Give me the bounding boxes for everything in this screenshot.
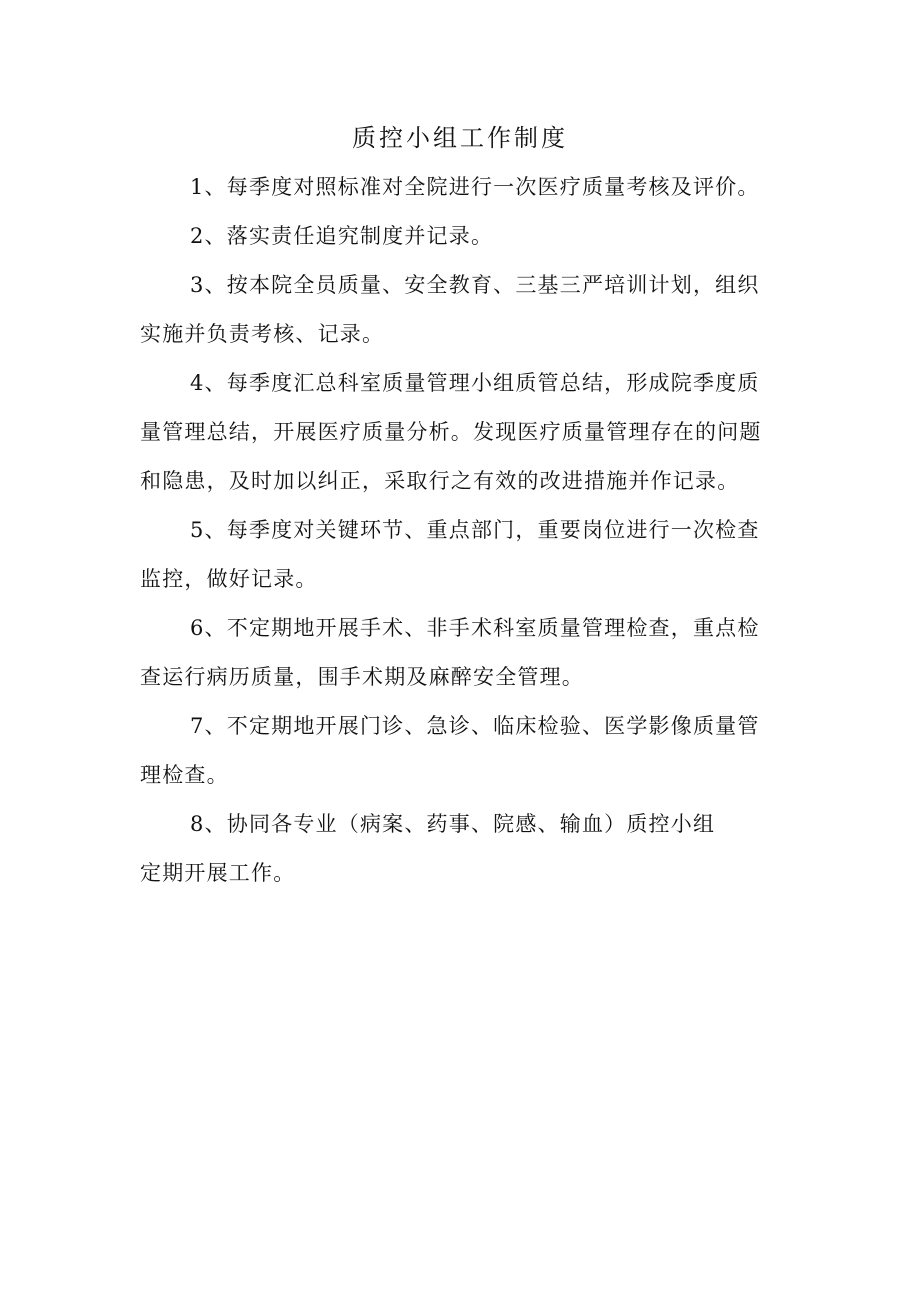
item-5-line-1: 5、每季度对关键环节、重点部门，重要岗位进行一次检查	[190, 518, 760, 542]
item-1-line-1: 1、每季度对照标准对全院进行一次医疗质量考核及评价。	[190, 175, 760, 199]
item-8-line-1: 8、协同各专业（病案、药事、院感、输血）质控小组	[190, 812, 716, 836]
item-5-line-2: 监控，做好记录。	[140, 567, 318, 591]
item-3-line-1: 3、按本院全员质量、安全教育、三基三严培训计划，组织	[190, 273, 760, 297]
item-6-line-2: 查运行病历质量，围手术期及麻醉安全管理。	[140, 665, 584, 689]
item-2-line-1: 2、落实责任追究制度并记录。	[190, 224, 494, 248]
item-7-line-1: 7、不定期地开展门诊、急诊、临床检验、医学影像质量管	[190, 714, 760, 738]
page-title: 质控小组工作制度	[352, 124, 568, 152]
item-8-line-2: 定期开展工作。	[140, 861, 296, 885]
item-4-line-1: 4、每季度汇总科室质量管理小组质管总结，形成院季度质	[190, 371, 760, 395]
item-3-line-2: 实施并负责考核、记录。	[140, 322, 385, 346]
item-6-line-1: 6、不定期地开展手术、非手术科室质量管理检查，重点检	[190, 616, 760, 640]
item-4-line-3: 和隐患，及时加以纠正，采取行之有效的改进措施并作记录。	[140, 469, 740, 493]
item-7-line-2: 理检查。	[140, 763, 229, 787]
item-4-line-2: 量管理总结，开展医疗质量分析。发现医疗质量管理存在的问题	[140, 420, 762, 444]
